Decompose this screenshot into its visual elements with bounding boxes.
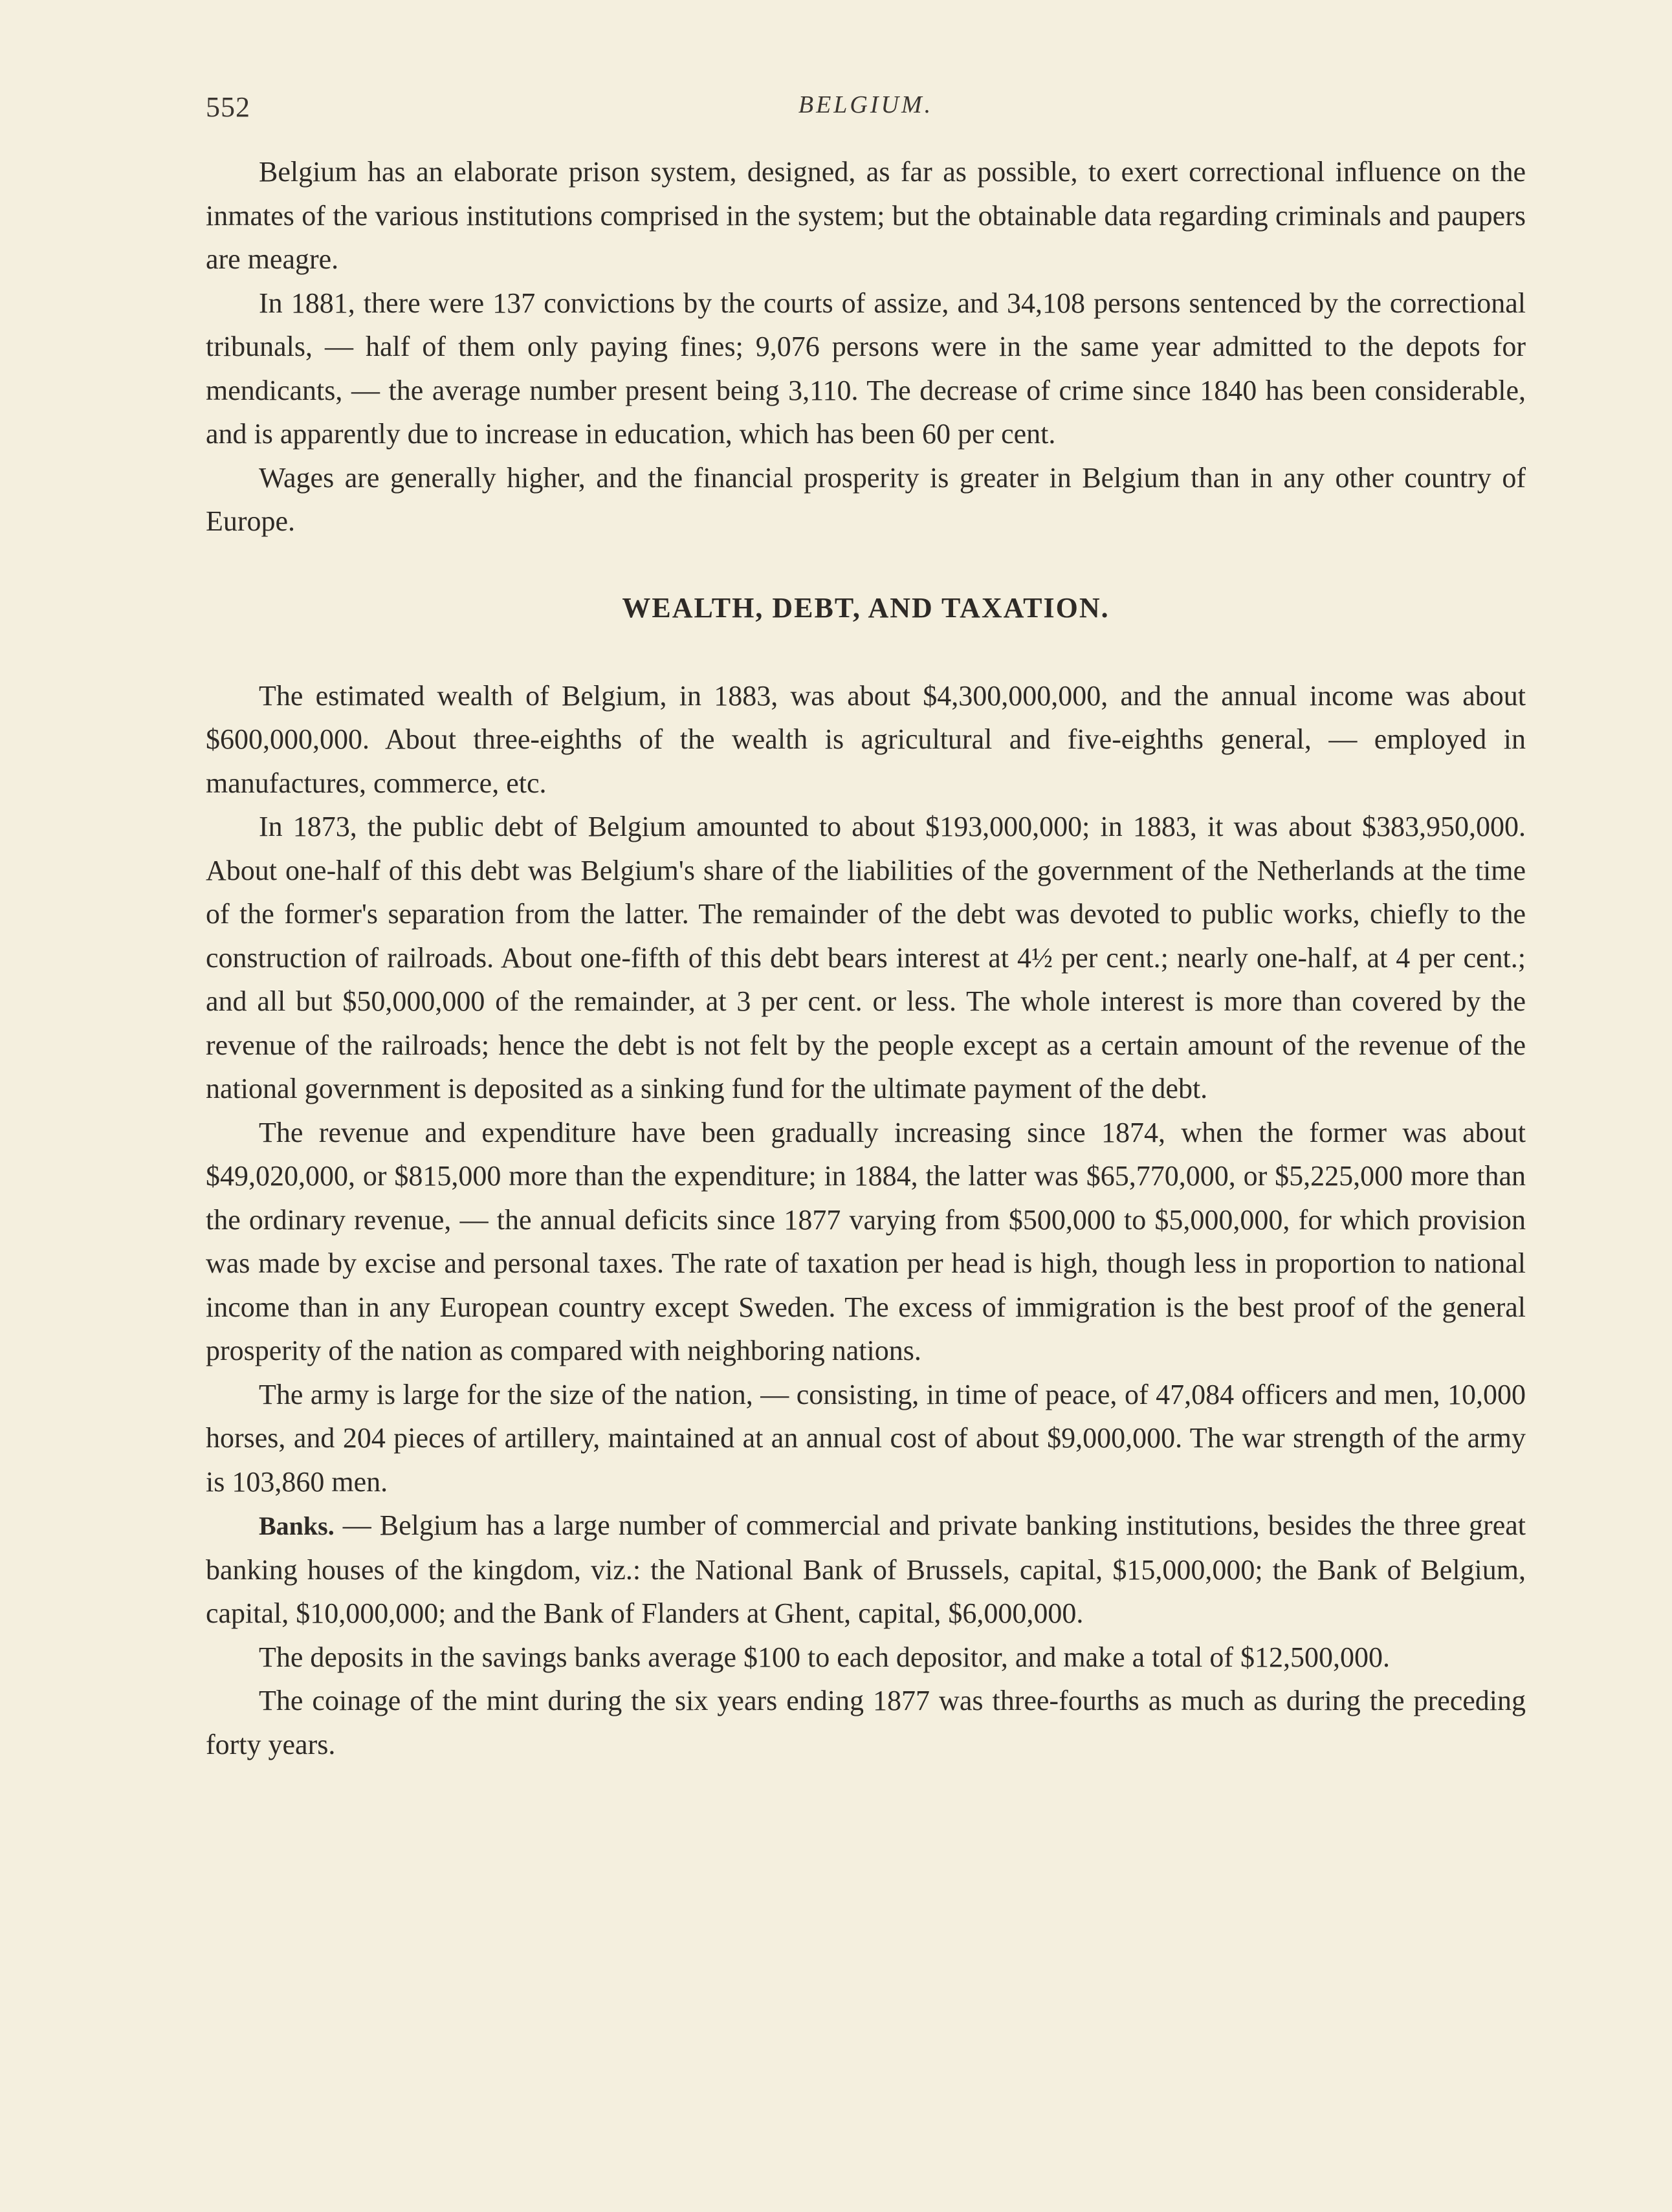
banks-text: — Belgium has a large number of commercial and private banking institutions, besides the three great banking houses of the kingdom, viz.: the National Bank of Brussels, capital, $15,000,000; the Bank of Belgium, capital, $10,000,000; and the Bank of Flanders at Ghent, capital, $6,000,000. (206, 1509, 1526, 1629)
section-heading: WEALTH, DEBT, AND TAXATION. (622, 591, 1110, 624)
body-text (206, 150, 1526, 1766)
page-header (206, 81, 1526, 126)
paragraph-army: The army is large for the size of the nation, — consisting, in time of peace, of 47,084 officers and men, 10,000 horses, and 204 pieces of artillery, maintained at an annual cost of about $9,000,000. The war strength of the army is 103,860 men. (206, 1378, 1526, 1498)
paragraph-coinage: The coinage of the mint during the six years ending 1877 was three-fourths as much as during the preceding forty years. (206, 1685, 1526, 1760)
paragraph-prison-system: Belgium has an elaborate prison system, designed, as far as possible, to exert correctional influence on the inmates of the various institutions comprised in the system; but the obtainable data regarding criminals and paupers are meagre. (206, 156, 1526, 275)
paragraph-public-debt: In 1873, the public debt of Belgium amounted to about $193,000,000; in 1883, it was about $383,950,000. About one-half of this debt was Belgium's share of the liabilities of the government of the Netherlands at the time of the former's separation from the latter. The remainder of the debt was devoted to public works, chiefly to the construction of railroads. About one-fifth of this debt bears interest at 4½ per cent.; nearly one-half, at 4 per cent.; and all but $50,000,000 of the remainder, at 3 per cent. or less. The whole interest is more than covered by the revenue of the railroads; hence the debt is not felt by the people except as a certain amount of the revenue of the national government is deposited as a sinking fund for the ultimate payment of the debt. (206, 811, 1526, 1104)
banks-run-in-heading: Banks. (259, 1511, 335, 1540)
paragraph-wages: Wages are generally higher, and the financial prosperity is greater in Belgium than in any other country of Europe. (206, 461, 1526, 537)
page-number: 552 (206, 91, 250, 123)
paragraph-savings-deposits: The deposits in the savings banks average $100 to each depositor, and make a total of $12,500,000. (259, 1641, 1391, 1673)
paragraph-wealth: The estimated wealth of Belgium, in 1883, was about $4,300,000,000, and the annual income was about $600,000,000. About three-eighths of the wealth is agricultural and five-eighths general, — employed in manufactures, commerce, etc. (206, 679, 1526, 799)
paragraph-banks (206, 1504, 1526, 1636)
running-head: BELGIUM. (798, 91, 934, 118)
paragraph-revenue: The revenue and expenditure have been gradually increasing since 1874, when the former was about $49,020,000, or $815,000 more than the expenditure; in 1884, the latter was $65,770,000, or $5,225,000 more than the ordinary revenue, — the annual deficits since 1877 varying from $500,000 to $5,000,000, for which provision was made by excise and personal taxes. The rate of taxation per head is high, though less in proportion to national income than in any European country except Sweden. The excess of immigration is the best proof of the general prosperity of the nation as compared with neighboring nations. (206, 1116, 1526, 1366)
paragraph-crime-statistics: In 1881, there were 137 convictions by the courts of assize, and 34,108 persons sentenced by the correctional tribunals, — half of them only paying fines; 9,076 persons were in the same year admitted to the depots for mendicants, — the average number present being 3,110. The decrease of crime since 1840 has been considerable, and is apparently due to increase in education, which has been 60 per cent. (206, 287, 1526, 450)
